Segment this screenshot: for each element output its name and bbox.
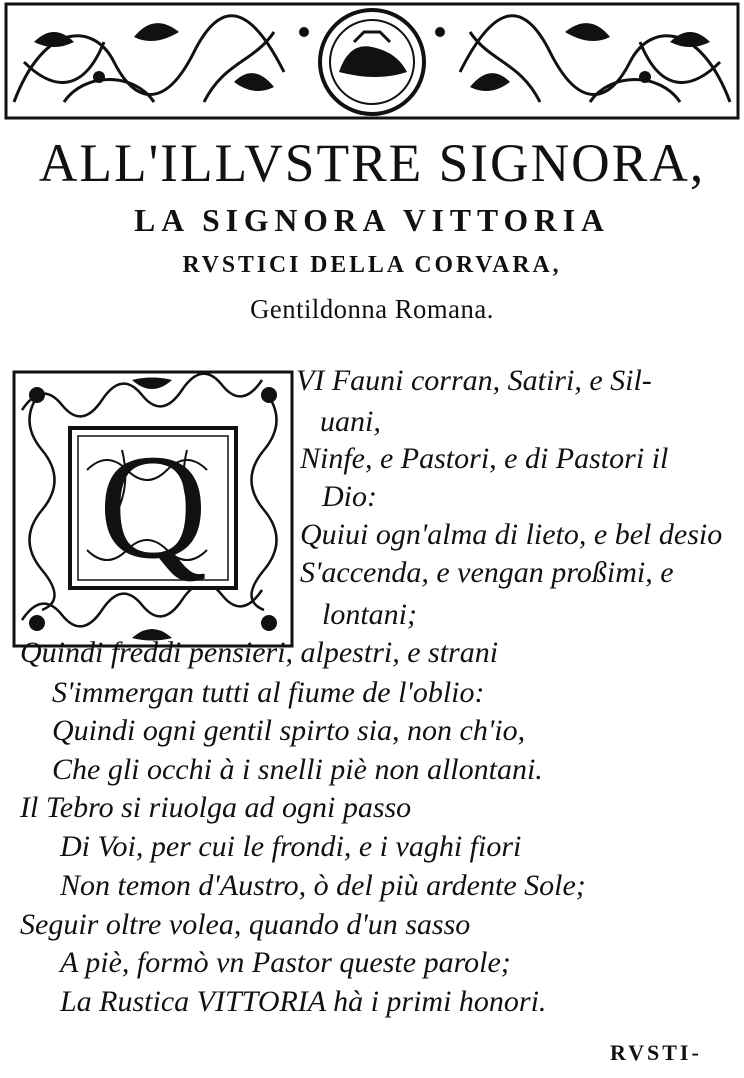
poem-line: lontani; bbox=[322, 598, 417, 631]
poem-line: VI Fauni corran, Satiri, e Sil- bbox=[296, 364, 652, 397]
catchword: RVSTI- bbox=[610, 1040, 702, 1065]
poem-line: Dio: bbox=[322, 480, 377, 513]
heading-line-3: RVSTICI DELLA CORVARA, bbox=[182, 252, 562, 278]
heading-line-1: ALL'ILLVSTRE SIGNORA, bbox=[38, 133, 706, 193]
poem-line: A piè, formò vn Pastor queste parole; bbox=[60, 946, 511, 979]
heading-line-4: Gentildonna Romana. bbox=[250, 294, 494, 324]
poem-line: Quindi ogni gentil spirto sia, non ch'io, bbox=[52, 714, 526, 747]
poem-line: S'immergan tutti al fiume de l'oblio: bbox=[52, 676, 485, 709]
poem-line: Che gli occhi à i snelli piè non allontani. bbox=[52, 753, 543, 786]
poem-line: Quiui ogn'alma di lieto, e bel desio bbox=[300, 518, 723, 551]
poem-line: Il Tebro si riuolga ad ogni passo bbox=[20, 791, 412, 824]
poem-line: Seguir oltre volea, quando d'un sasso bbox=[20, 908, 471, 941]
poem-line: Ninfe, e Pastori, e di Pastori il bbox=[300, 442, 669, 475]
poem-line: La Rustica VITTORIA hà i primi honori. bbox=[60, 985, 547, 1018]
drop-cap-letter: Q bbox=[98, 424, 208, 590]
poem-line: uani, bbox=[320, 405, 381, 438]
poem-line: Di Voi, per cui le frondi, e i vaghi fiori bbox=[60, 830, 522, 863]
poem-line: S'accenda, e vengan proßimi, e bbox=[300, 556, 674, 589]
poem-line: Quindi freddi pensieri, alpestri, e strani bbox=[20, 636, 499, 669]
poem-line: Non temon d'Austro, ò del più ardente Sole; bbox=[60, 869, 586, 902]
heading-line-2: LA SIGNORA VITTORIA bbox=[134, 202, 610, 238]
